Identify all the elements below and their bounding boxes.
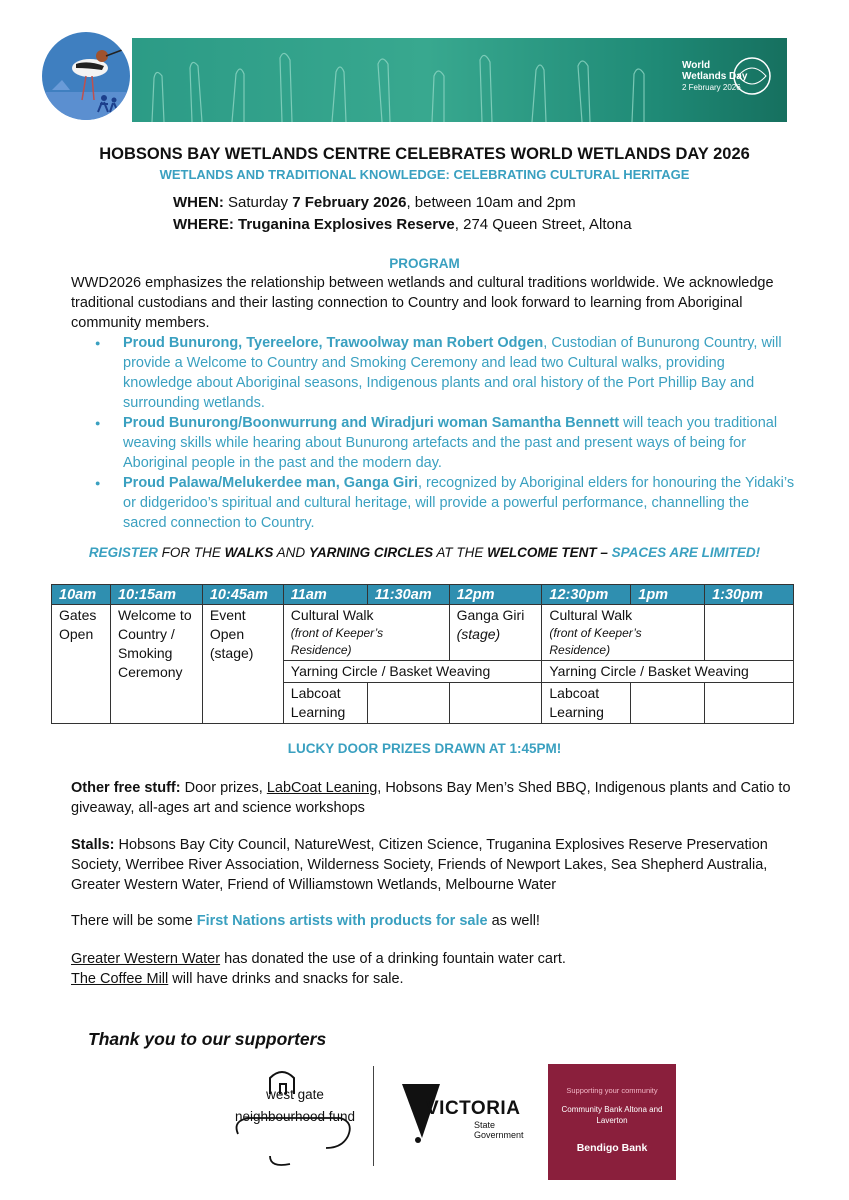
empty-cell [449, 683, 542, 724]
gates-open-cell: Gates Open [52, 605, 111, 724]
program-item [95, 473, 795, 533]
program-heading: PROGRAM [389, 256, 460, 271]
program-item [95, 413, 795, 473]
where-place: Truganina Explosives Reserve [238, 216, 455, 233]
time-header: 10:15am [110, 585, 202, 605]
labcoat-cell: Labcoat Learning [542, 683, 631, 724]
greater-western-water-link[interactable]: Greater Western Water [71, 951, 221, 967]
when-line [173, 194, 576, 211]
bendigo-branch: Community Bank Altona and Laverton [561, 1105, 663, 1125]
banner-date: 2 February 2026 [682, 83, 741, 92]
victoria-wordmark: VICTORIA [426, 1098, 521, 1119]
where-address: , 274 Queen Street, Altona [454, 216, 632, 233]
empty-cell [631, 683, 705, 724]
west-gate-fund-logo [230, 1064, 360, 1172]
labcoat-link[interactable]: LabCoat Leaning [266, 780, 378, 796]
where-line [173, 216, 632, 233]
victoria-government-logo [400, 1082, 524, 1152]
time-header: 12:30pm [542, 585, 631, 605]
time-header: 11am [283, 585, 367, 605]
program-item-text: , recognized by Aboriginal elders for honouring the Yidaki’s or didgeridoo’s spiritual and cultural heritage, will provide a powerful performance, channelling the sacred connection to Country. [123, 475, 795, 531]
empty-cell [705, 605, 794, 661]
cultural-walk-cell [283, 605, 449, 661]
page-subtitle: WETLANDS AND TRADITIONAL KNOWLEDGE: CELEBRATING CULTURAL HERITAGE [159, 167, 690, 182]
when-pre: Saturday [228, 194, 289, 211]
schedule-header-row [52, 585, 794, 605]
welcome-cell: Welcome to Country / Smoking Ceremony [110, 605, 202, 724]
register-word: AT THE [433, 545, 488, 560]
time-header: 12pm [449, 585, 542, 605]
program-item-bold: Proud Bunurong, Tyereelore, Trawoolway man Robert Odgen [123, 335, 544, 351]
where-label: WHERE: [173, 216, 234, 233]
register-word: FOR THE [157, 545, 225, 560]
cultural-walk-note: (front of Keeper’s Residence) [549, 626, 642, 657]
wetlands-centre-logo [42, 32, 130, 120]
program-item-text: will teach you traditional weaving skills while hearing about Bunurong artefacts and the past and present ways of being for Aboriginal people in the past and the modern day. [123, 415, 778, 471]
supporters-heading: Thank you to our supporters [88, 1029, 327, 1049]
ganga-giri-note: (stage) [456, 626, 501, 642]
bendigo-bank-logo [548, 1064, 676, 1180]
bendigo-tagline: Supporting your community [566, 1086, 658, 1095]
coffee-text: will have drinks and snacks for sale. [168, 971, 404, 987]
empty-cell [705, 683, 794, 724]
page-title: HOBSONS BAY WETLANDS CENTRE CELEBRATES WORLD WETLANDS DAY 2026 [99, 145, 750, 163]
other-free-stuff [71, 778, 801, 818]
victoria-sub: State Government [474, 1120, 524, 1140]
other-label: Other free stuff: [71, 780, 181, 796]
artists-note [71, 911, 801, 931]
program-intro: WWD2026 emphasizes the relationship between wetlands and cultural traditions worldwide. We acknowledge traditional custodians and their lasting connection to Country and look forward to learning from Aboriginal community members. [71, 275, 774, 331]
artists-post: as well! [487, 913, 540, 929]
schedule-table [51, 584, 794, 724]
register-word: REGISTER [88, 545, 158, 560]
cultural-walk-label: Cultural Walk [290, 607, 374, 623]
stalls-text: Hobsons Bay City Council, NatureWest, Citizen Science, Truganina Explosives Reserve Preservation Society, Werribee River Association, Wilderness Society, Friends of Newport Lakes, Sea Shepherd Australia, Greater Western Water, Friend of Williamstown Wetlands, Melbourne Water [71, 837, 768, 893]
supporters-divider [373, 1066, 374, 1166]
banner-title-line1: World [682, 60, 711, 71]
stalls-label: Stalls: [71, 837, 115, 853]
artists-highlight: First Nations artists with products for sale [196, 913, 488, 929]
cultural-walk-cell [542, 605, 705, 661]
program-item-bold: Proud Bunurong/Boonwurrung and Wiradjuri woman Samantha Bennett [123, 415, 620, 431]
when-label: WHEN: [173, 194, 224, 211]
register-notice [0, 545, 849, 560]
time-header: 1:30pm [705, 585, 794, 605]
supporters-logos [230, 1062, 680, 1182]
cultural-walk-note: (front of Keeper’s Residence) [290, 626, 384, 657]
stalls [71, 835, 801, 895]
ganga-giri-label: Ganga Giri [456, 607, 525, 623]
coffee-note [71, 969, 801, 989]
prizes-notice: LUCKY DOOR PRIZES DRAWN AT 1:45PM! [287, 741, 562, 756]
time-header: 1pm [631, 585, 705, 605]
water-text: has donated the use of a drinking fountain water cart. [220, 951, 566, 967]
yarning-circle-cell: Yarning Circle / Basket Weaving [542, 661, 794, 683]
empty-cell [367, 683, 449, 724]
register-word: AND [273, 545, 309, 560]
bendigo-name: Bendigo Bank [576, 1142, 648, 1154]
time-header: 11:30am [367, 585, 449, 605]
register-word: SPACES ARE LIMITED! [611, 545, 761, 560]
banner-title [682, 60, 747, 93]
world-wetlands-day-banner [132, 38, 787, 122]
labcoat-cell: Labcoat Learning [283, 683, 367, 724]
event-open-cell: Event Open (stage) [202, 605, 283, 724]
program-list [95, 333, 795, 533]
other-post: , Hobsons Bay Men’s Shed BBQ, Indigenous plants and Catio to giveaway, all-ages art and science workshops [71, 780, 791, 816]
register-word: YARNING CIRCLES [308, 545, 434, 560]
cultural-walk-label: Cultural Walk [549, 607, 633, 623]
program-item-text: , Custodian of Bunurong Country, will provide a Welcome to Country and Smoking Ceremony and lead two Cultural walks, providing knowledge about Aboriginal seasons, Indigenous plants and oral history of the Port Phillip Bay and surrounding wetlands. [123, 335, 782, 411]
water-note [71, 949, 801, 969]
register-word: WELCOME TENT – [487, 545, 612, 560]
header-banner [42, 32, 787, 122]
ganga-giri-cell [449, 605, 542, 661]
other-pre: Door prizes, [180, 780, 267, 796]
west-gate-fund-text: west gate neighbourhood fund [234, 1087, 356, 1124]
when-post: , between 10am and 2pm [406, 194, 576, 211]
yarning-circle-cell: Yarning Circle / Basket Weaving [283, 661, 542, 683]
program-item [95, 333, 795, 413]
time-header: 10:45am [202, 585, 283, 605]
program-item-bold: Proud Palawa/Melukerdee man, Ganga Giri [123, 475, 418, 491]
table-row [52, 605, 794, 661]
when-date: 7 February 2026 [292, 194, 407, 211]
artists-pre: There will be some [71, 913, 197, 929]
register-word: WALKS [224, 545, 274, 560]
banner-title-line2: Wetlands Day [682, 71, 748, 82]
time-header: 10am [52, 585, 111, 605]
coffee-mill-link[interactable]: The Coffee Mill [71, 971, 169, 987]
